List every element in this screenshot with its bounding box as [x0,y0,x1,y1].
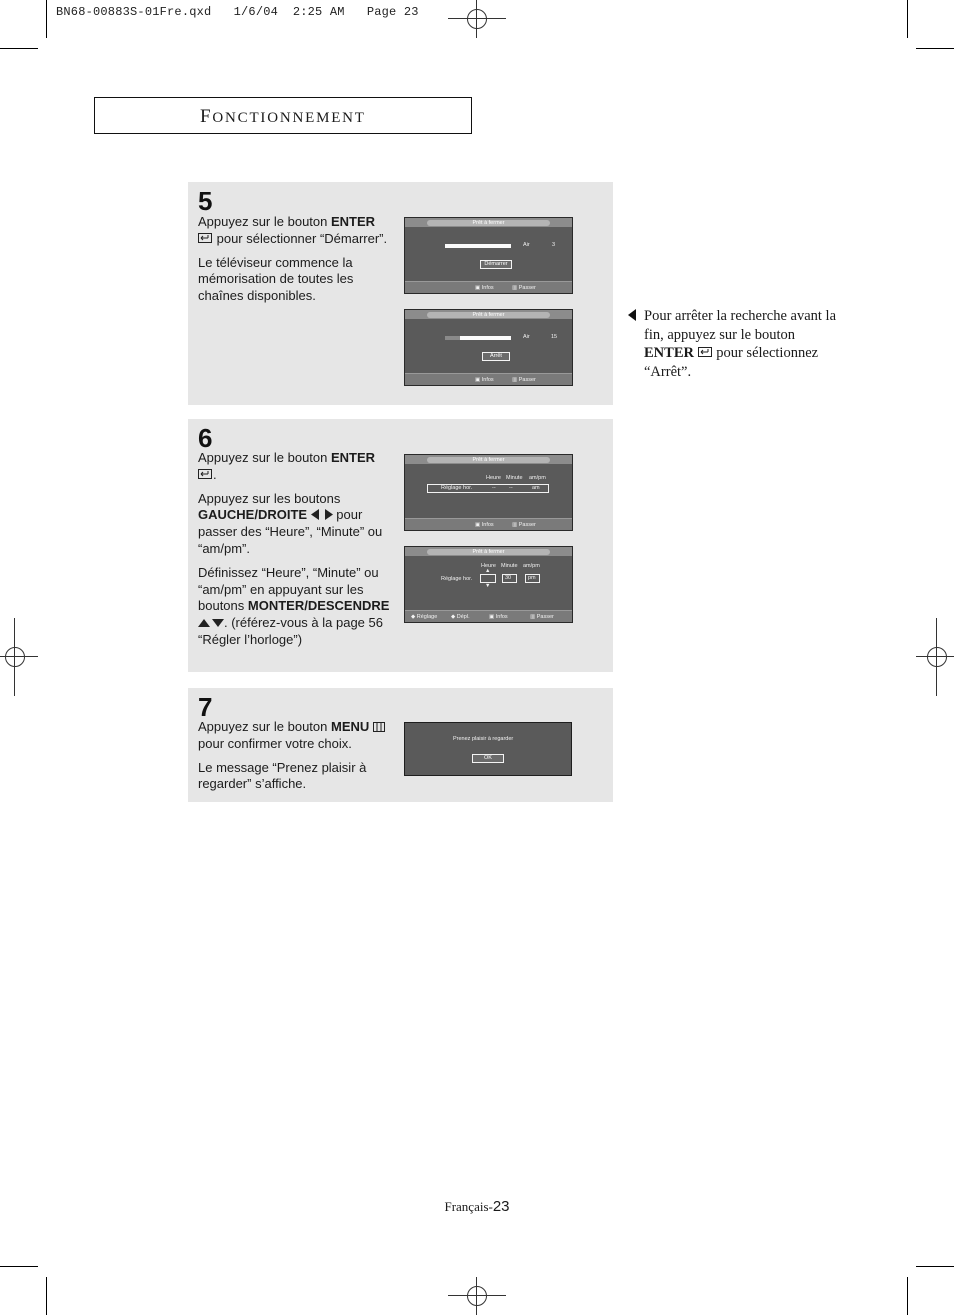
ampm-column: am/pm [523,563,540,569]
move-hint: ◆ Dépl. [451,614,470,620]
step-6-para-3: Définissez “Heure”, “Minute” ou “am/pm” en appuyant sur les boutons MONTER/DESCENDRE . (référez-vous à la page 56 “Régler l’horloge”) [198,564,390,647]
crop-mark [46,0,47,38]
print-header: BN68-00883S-01Fre.qxd 1/6/04 2:25 AM Page 23 [56,5,419,19]
skip-hint: ▥ Passer [512,285,536,291]
step-6-panel [188,419,613,672]
title-rest: ONCTIONNEMENT [212,110,366,126]
up-down-arrows-icon [198,618,224,628]
page-number: 23 [492,1198,510,1215]
enter-icon [198,233,213,244]
side-note: Pour arrêter la recherche avant la fin, appuyez sur le bouton ENTER pour sélectionnez “Arrêt”. [644,308,837,380]
crop-mark [907,0,908,38]
menu-icon [373,722,385,732]
hour-column: Heure [481,563,496,569]
progress-bar [460,336,511,340]
registration-mark [458,1277,496,1315]
info-hint: ▣ Infos [475,522,494,528]
crop-mark [0,48,38,49]
start-button: Démarrer [480,260,512,269]
time-label: Réglage hor. [441,576,473,582]
channel-count: 3 [552,242,556,248]
registration-mark [458,0,496,38]
source-label: Air [523,334,530,340]
screen-title: Prêt à fermer [427,312,550,318]
step-5-panel [188,182,613,405]
skip-hint: ▥ Passer [512,522,536,528]
source-label: Air [523,242,530,248]
ampm-value: am [532,485,540,491]
step-number: 6 [198,423,213,453]
skip-hint: ▥ Passer [512,377,536,383]
crop-mark [46,1277,47,1315]
footer-language: Français- [444,1199,493,1214]
crop-mark [916,1266,954,1267]
tv-screen-enjoy [404,722,572,776]
registration-mark [0,638,38,676]
tv-screen-start [404,217,573,294]
down-arrow-icon: ▼ [485,583,491,589]
step-7-para-2: Le message “Prenez plaisir à regarder” s’affiche. [198,759,367,792]
left-arrow-icon [628,309,636,321]
channel-count: 15 [551,334,558,340]
page-footer [0,1198,954,1215]
step-7-text [198,719,393,800]
crop-mark [907,1277,908,1315]
minute-column: Minute [506,475,523,481]
step-5-para-2: Le téléviseur commence la mémorisation de toutes les chaînes disponibles. [198,254,354,304]
info-hint: ▣ Infos [489,614,508,620]
hour-field [480,574,496,583]
step-6-para-1: Appuyez sur le bouton ENTER . [198,450,376,482]
step-7-panel [188,688,613,802]
adjust-hint: ◆ Réglage [411,614,438,620]
tv-screen-time-empty [404,454,573,531]
minute-column: Minute [501,563,518,569]
skip-hint: ▥ Passer [530,614,554,620]
registration-mark [916,638,954,676]
info-hint: ▣ Infos [475,285,494,291]
ampm-column: am/pm [529,475,546,481]
minute-value: 30 [505,575,512,581]
hour-column: Heure [486,475,501,481]
screen-title: Prêt à fermer [427,220,550,226]
step-6-para-2: Appuyez sur les boutons GAUCHE/DROITE pour passer des “Heure”, “Minute” ou “am/pm”. [198,490,383,556]
ampm-value: pm [528,575,536,581]
enter-icon [698,347,713,358]
crop-mark [0,1266,38,1267]
section-title [94,97,472,134]
screen-title: Prêt à fermer [427,457,550,463]
step-number: 5 [198,186,213,216]
time-label: Réglage hor. [441,485,473,491]
tv-screen-stop [404,309,573,386]
crop-mark [916,48,954,49]
step-6-text [198,450,393,656]
step-5-para-1: Appuyez sur le bouton ENTER pour sélectionner “Démarrer”. [198,214,388,246]
ok-button: OK [472,754,504,763]
up-arrow-icon: ▲ [485,568,491,574]
hour-value: -- [492,485,496,491]
step-5-text [198,214,393,312]
stop-button: Arrêt [482,352,510,361]
minute-value: -- [509,485,513,491]
enjoy-message: Prenez plaisir à regarder [453,736,514,742]
progress-bar [445,244,511,248]
title-initial: F [200,106,213,127]
left-right-arrows-icon [311,509,333,520]
screen-title: Prêt à fermer [427,549,550,555]
tv-screen-time-set [404,546,573,623]
info-hint: ▣ Infos [475,377,494,383]
step-7-para-1: Appuyez sur le bouton MENU pour confirmer votre choix. [198,719,393,753]
step-number: 7 [198,692,213,722]
enter-icon [198,469,213,480]
